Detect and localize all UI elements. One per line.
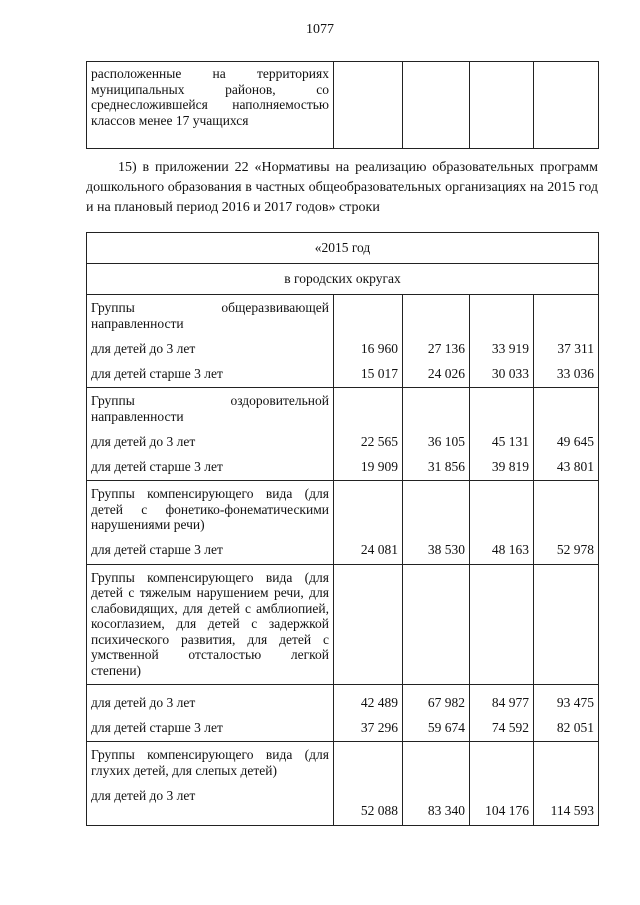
norm-value: 83 340 bbox=[427, 803, 465, 818]
top-fragment-table bbox=[86, 61, 599, 149]
norm-value: 84 977 bbox=[491, 694, 529, 710]
norms-table bbox=[86, 232, 599, 826]
group-label-cell bbox=[87, 388, 334, 481]
norm-value: 74 592 bbox=[491, 719, 529, 735]
norm-value: 52 978 bbox=[556, 542, 594, 557]
value-cell bbox=[534, 742, 599, 826]
row-label: для детей старше 3 лет bbox=[91, 542, 223, 557]
norm-value: 45 131 bbox=[491, 433, 529, 449]
empty-cell bbox=[403, 564, 470, 685]
row-label: для детей до 3 лет bbox=[91, 694, 196, 710]
value-cell bbox=[470, 295, 534, 388]
value-cell bbox=[534, 685, 599, 742]
norm-value: 16 960 bbox=[360, 340, 398, 356]
group-label-cell bbox=[87, 481, 334, 565]
group-block-row bbox=[87, 481, 599, 565]
norm-value: 27 136 bbox=[427, 340, 465, 356]
row-label: для детей старше 3 лет bbox=[91, 365, 223, 381]
section-header: в городских округах bbox=[87, 264, 599, 295]
norm-value: 49 645 bbox=[556, 433, 594, 449]
value-cell bbox=[470, 685, 534, 742]
empty-cell bbox=[403, 62, 470, 149]
value-cell bbox=[403, 388, 470, 481]
norm-value: 33 036 bbox=[556, 365, 594, 381]
group-block-row bbox=[87, 685, 599, 742]
table-row bbox=[87, 233, 599, 264]
group-title: Группы оздоровительной направленности bbox=[91, 393, 329, 424]
norm-value: 37 311 bbox=[557, 340, 594, 356]
row-label: для детей старше 3 лет bbox=[91, 458, 223, 474]
group-title: Группы компенсирующего вида (для детей с тяжелым нарушением речи, для слабовидящих, для детей с амблиопией, косоглазием, для детей с задержкой психического развития, для детей с умственной отсталостью легкой степени) bbox=[91, 569, 329, 678]
group-label-cell bbox=[87, 295, 334, 388]
group-block-row bbox=[87, 295, 599, 388]
norm-value: 59 674 bbox=[427, 719, 465, 735]
value-cell bbox=[334, 388, 403, 481]
value-cell bbox=[470, 742, 534, 826]
norm-value: 24 026 bbox=[427, 365, 465, 381]
empty-cell bbox=[470, 564, 534, 685]
value-cell bbox=[534, 388, 599, 481]
row-label: для детей до 3 лет bbox=[91, 433, 196, 449]
value-cell bbox=[334, 742, 403, 826]
norm-value: 36 105 bbox=[427, 433, 465, 449]
empty-cell bbox=[534, 62, 599, 149]
row-label: для детей старше 3 лет bbox=[91, 719, 223, 735]
empty-cell bbox=[334, 62, 403, 149]
top-fragment-text: расположенные на территориях муниципальных районов, со среднесложившейся наполняемостью классов менее 17 учащихся bbox=[87, 62, 334, 149]
table-row bbox=[87, 264, 599, 295]
norm-value: 22 565 bbox=[360, 433, 398, 449]
norm-value: 114 593 bbox=[550, 803, 594, 818]
value-cell bbox=[403, 295, 470, 388]
norm-value: 48 163 bbox=[491, 542, 529, 557]
empty-cell bbox=[334, 564, 403, 685]
page-number: 1077 bbox=[306, 22, 334, 37]
group-block-row bbox=[87, 388, 599, 481]
empty-cell bbox=[470, 62, 534, 149]
norm-value: 15 017 bbox=[360, 365, 398, 381]
empty-cell bbox=[534, 564, 599, 685]
norm-value: 82 051 bbox=[556, 719, 594, 735]
value-cell bbox=[403, 481, 470, 565]
group-title: Группы компенсирующего вида (для детей с фонетико-фонематическими нарушениями речи) bbox=[91, 486, 329, 532]
norm-value: 52 088 bbox=[360, 803, 398, 818]
norm-value: 42 489 bbox=[360, 694, 398, 710]
group-title: Группы компенсирующего вида (для глухих детей, для слепых детей) bbox=[91, 747, 329, 778]
group-block-row bbox=[87, 742, 599, 826]
value-cell bbox=[470, 481, 534, 565]
norm-value: 67 982 bbox=[427, 694, 465, 710]
norm-value: 93 475 bbox=[556, 694, 594, 710]
norm-value: 38 530 bbox=[427, 542, 465, 557]
group-label-cell bbox=[87, 685, 334, 742]
norm-value: 104 176 bbox=[485, 803, 529, 818]
row-label: для детей до 3 лет bbox=[91, 340, 196, 356]
value-cell bbox=[534, 295, 599, 388]
value-cell bbox=[403, 742, 470, 826]
value-cell bbox=[534, 481, 599, 565]
norm-value: 33 919 bbox=[491, 340, 529, 356]
group-title-row bbox=[87, 564, 599, 685]
value-cell bbox=[334, 685, 403, 742]
value-cell bbox=[334, 481, 403, 565]
group-title-cell bbox=[87, 564, 334, 685]
norm-value: 30 033 bbox=[491, 365, 529, 381]
norm-value: 43 801 bbox=[556, 458, 594, 474]
norm-value: 31 856 bbox=[427, 458, 465, 474]
year-header: «2015 год bbox=[87, 233, 599, 264]
norm-value: 39 819 bbox=[491, 458, 529, 474]
value-cell bbox=[470, 388, 534, 481]
row-label: для детей до 3 лет bbox=[91, 787, 196, 803]
table-row bbox=[87, 62, 599, 149]
value-cell bbox=[334, 295, 403, 388]
value-cell bbox=[403, 685, 470, 742]
amendment-paragraph: 15) в приложении 22 «Нормативы на реализацию образовательных программ дошкольного образования в частных общеобразовательных организациях на 2015 год и на плановый период 2016 и 2017 годов» строки bbox=[86, 160, 598, 215]
norm-value: 24 081 bbox=[360, 542, 398, 557]
group-label-cell bbox=[87, 742, 334, 826]
norm-value: 37 296 bbox=[360, 719, 398, 735]
norm-value: 19 909 bbox=[360, 458, 398, 474]
group-title: Группы общеразвивающей направленности bbox=[91, 300, 329, 331]
